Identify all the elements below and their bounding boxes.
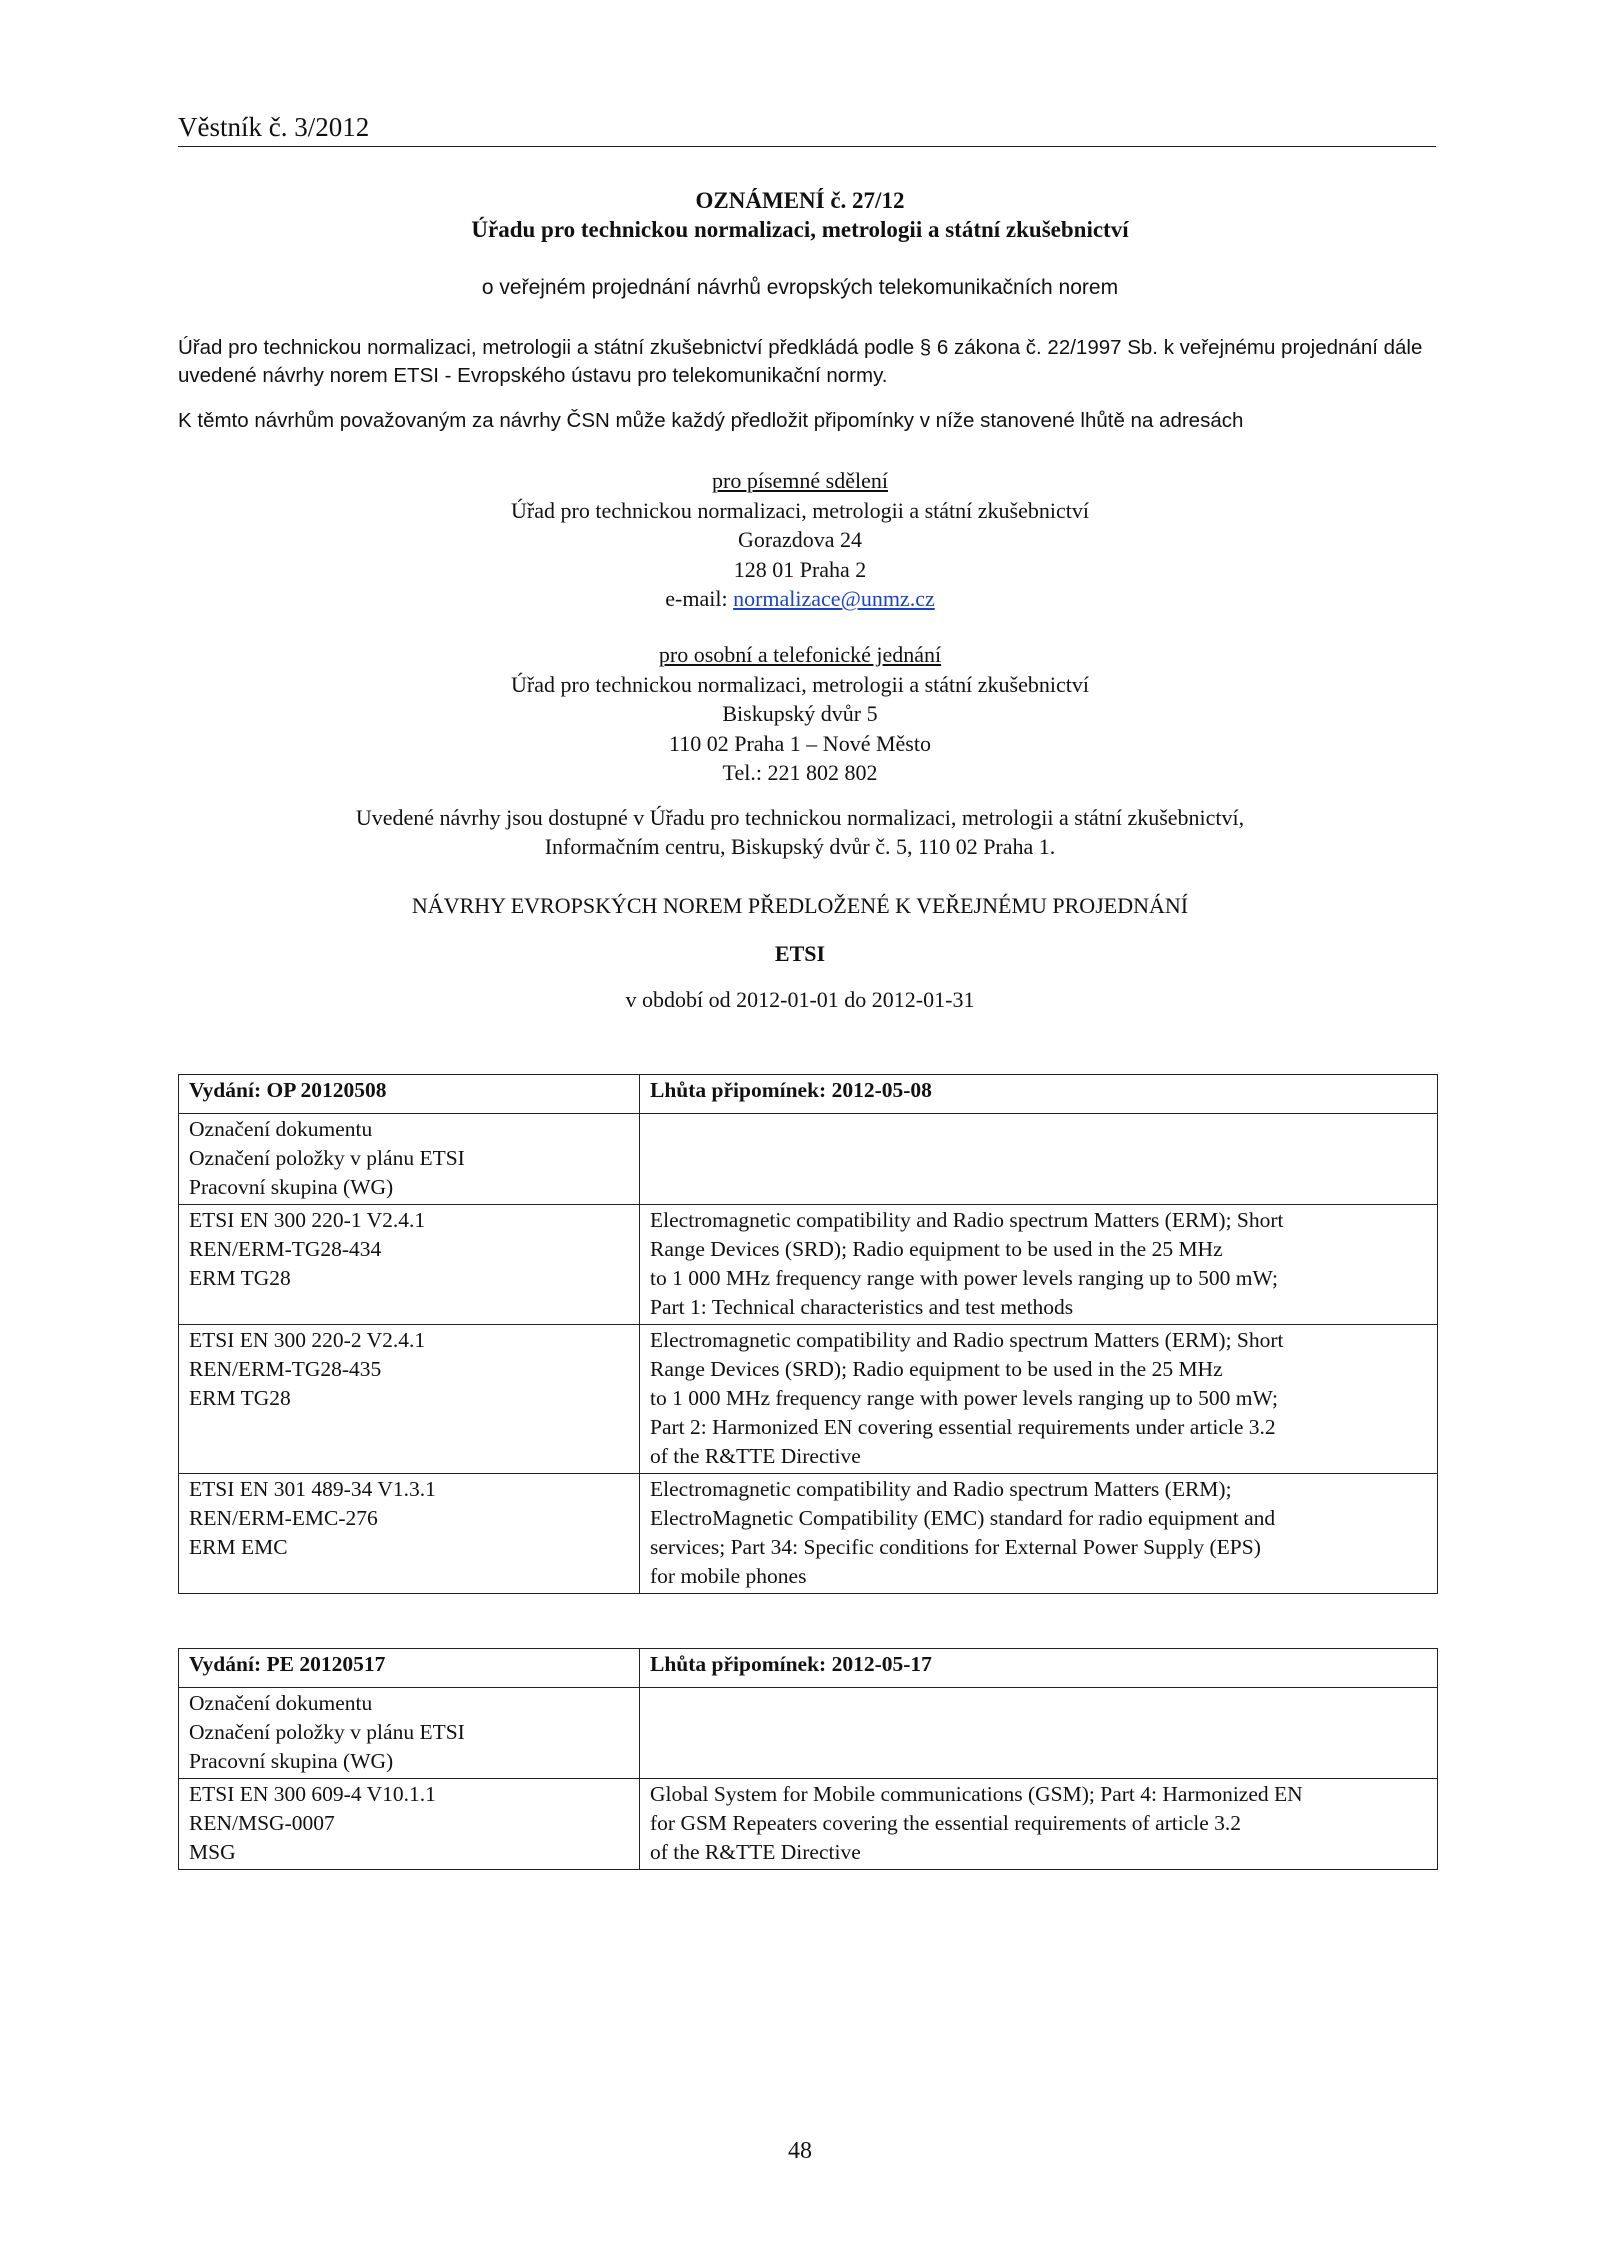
working-group: ERM TG28 xyxy=(189,1386,291,1410)
availability-note xyxy=(0,803,1600,861)
document-id: ETSI EN 300 220-1 V2.4.1 xyxy=(189,1208,426,1232)
title-line: for GSM Repeaters covering the essential requirements of article 3.2 xyxy=(650,1811,1242,1835)
availability-line: Informačním centru, Biskupský dvůr č. 5, 110 02 Praha 1. xyxy=(544,834,1056,859)
issue-cell: Vydání: PE 20120517 xyxy=(179,1649,640,1688)
empty-cell xyxy=(640,1688,1438,1779)
working-group: MSG xyxy=(189,1840,236,1864)
column-label: Označení položky v plánu ETSI xyxy=(189,1146,465,1170)
working-group: ERM TG28 xyxy=(189,1266,291,1290)
title-line: to 1 000 MHz frequency range with power levels ranging up to 500 mW; xyxy=(650,1266,1278,1290)
deadline-cell: Lhůta připomínek: 2012-05-08 xyxy=(640,1075,1438,1114)
title-line: of the R&TTE Directive xyxy=(650,1444,861,1468)
intro-paragraph: Úřad pro technickou normalizaci, metrologii a státní zkušebnictví předkládá podle § 6 zákona č. 22/1997 Sb. k veřejnému projednání dále uvedené návrhy norem ETSI - Evropského ústavu pro telekomunikační normy. xyxy=(178,336,1423,387)
work-item-id: REN/MSG-0007 xyxy=(189,1811,335,1835)
email-link[interactable]: normalizace@unmz.cz xyxy=(733,586,935,611)
title-line: Range Devices (SRD); Radio equipment to be used in the 25 MHz xyxy=(650,1237,1223,1261)
title-line: services; Part 34: Specific conditions for External Power Supply (EPS) xyxy=(650,1535,1261,1559)
column-label: Označení položky v plánu ETSI xyxy=(189,1720,465,1744)
document-id: ETSI EN 300 220-2 V2.4.1 xyxy=(189,1328,426,1352)
section-org: ETSI xyxy=(774,941,826,966)
document-ids-cell xyxy=(179,1779,640,1870)
address-street: Biskupský dvůr 5 xyxy=(722,701,878,726)
address-heading: pro písemné sdělení xyxy=(712,468,888,493)
notice-issuer: Úřadu pro technickou normalizaci, metrologii a státní zkušebnictví xyxy=(471,217,1129,242)
document-title-cell xyxy=(640,1474,1438,1594)
document-ids-cell xyxy=(179,1325,640,1474)
notice-number: OZNÁMENÍ č. 27/12 xyxy=(695,188,905,213)
title-line: for mobile phones xyxy=(650,1564,807,1588)
work-item-id: REN/ERM-TG28-434 xyxy=(189,1237,382,1261)
drafts-table xyxy=(178,1074,1438,1594)
document-ids-cell xyxy=(179,1205,640,1325)
column-label: Označení dokumentu xyxy=(189,1117,373,1141)
deadline-cell: Lhůta připomínek: 2012-05-17 xyxy=(640,1649,1438,1688)
title-line: Global System for Mobile communications (GSM); Part 4: Harmonized EN xyxy=(650,1782,1303,1806)
address-city: 128 01 Praha 2 xyxy=(733,556,867,582)
empty-cell xyxy=(640,1114,1438,1205)
table-header-row xyxy=(179,1649,1438,1688)
document-ids-cell xyxy=(179,1474,640,1594)
address-office: Úřad pro technickou normalizaci, metrologii a státní zkušebnictví xyxy=(511,671,1089,697)
table-row xyxy=(179,1779,1438,1870)
title-line: Electromagnetic compatibility and Radio spectrum Matters (ERM); Short xyxy=(650,1328,1284,1352)
table-header-row xyxy=(179,1075,1438,1114)
column-labels-row xyxy=(179,1688,1438,1779)
work-item-id: REN/ERM-TG28-435 xyxy=(189,1357,382,1381)
title-line: of the R&TTE Directive xyxy=(650,1840,861,1864)
work-item-id: REN/ERM-EMC-276 xyxy=(189,1506,378,1530)
address-city: 110 02 Praha 1 – Nové Město xyxy=(669,730,931,756)
title-line: Electromagnetic compatibility and Radio spectrum Matters (ERM); Short xyxy=(650,1208,1284,1232)
column-labels-cell xyxy=(179,1114,640,1205)
column-label: Pracovní skupina (WG) xyxy=(189,1749,394,1773)
table-row xyxy=(179,1325,1438,1474)
address-personal xyxy=(0,640,1600,788)
title-line: Part 2: Harmonized EN covering essential requirements under article 3.2 xyxy=(650,1415,1276,1439)
document-id: ETSI EN 301 489-34 V1.3.1 xyxy=(189,1477,436,1501)
address-heading: pro osobní a telefonické jednání xyxy=(658,642,942,667)
document-title-cell xyxy=(640,1325,1438,1474)
column-labels-cell xyxy=(179,1688,640,1779)
address-phone: Tel.: 221 802 802 xyxy=(722,760,878,785)
notice-subject: o veřejném projednání návrhů evropských telekomunikačních norem xyxy=(481,276,1119,299)
availability-line: Uvedené návrhy jsou dostupné v Úřadu pro technickou normalizaci, metrologii a státní zkušebnictví, xyxy=(355,805,1245,830)
title-line: Range Devices (SRD); Radio equipment to be used in the 25 MHz xyxy=(650,1357,1223,1381)
address-email-line xyxy=(0,584,1600,614)
document-id: ETSI EN 300 609-4 V10.1.1 xyxy=(189,1782,436,1806)
notice-title xyxy=(0,186,1600,244)
address-street: Gorazdova 24 xyxy=(737,527,862,552)
header-rule xyxy=(178,146,1436,147)
drafts-table xyxy=(178,1648,1438,1870)
title-line: ElectroMagnetic Compatibility (EMC) standard for radio equipment and xyxy=(650,1506,1276,1530)
table-row xyxy=(179,1205,1438,1325)
section-title: NÁVRHY EVROPSKÝCH NOREM PŘEDLOŽENÉ K VEŘEJNÉMU PROJEDNÁNÍ xyxy=(411,893,1189,918)
table-row xyxy=(179,1474,1438,1594)
page-number: 48 xyxy=(788,2138,812,2164)
intro-paragraph: K těmto návrhům považovaným za návrhy ČSN může každý předložit připomínky v níže stanovené lhůtě na adresách xyxy=(178,409,1244,432)
address-written xyxy=(0,466,1600,614)
document-title-cell xyxy=(640,1205,1438,1325)
column-label: Označení dokumentu xyxy=(189,1691,373,1715)
email-label: e-mail: xyxy=(665,586,734,611)
document-title-cell xyxy=(640,1779,1438,1870)
column-label: Pracovní skupina (WG) xyxy=(189,1175,394,1199)
address-office: Úřad pro technickou normalizaci, metrologii a státní zkušebnictví xyxy=(511,497,1089,523)
running-title: Věstník č. 3/2012 xyxy=(178,112,370,142)
intro-text xyxy=(178,334,1438,435)
title-line: to 1 000 MHz frequency range with power levels ranging up to 500 mW; xyxy=(650,1386,1278,1410)
column-labels-row xyxy=(179,1114,1438,1205)
title-line: Electromagnetic compatibility and Radio spectrum Matters (ERM); xyxy=(650,1477,1232,1501)
section-period: v období od 2012-01-01 do 2012-01-31 xyxy=(625,987,975,1012)
issue-cell: Vydání: OP 20120508 xyxy=(179,1075,640,1114)
working-group: ERM EMC xyxy=(189,1535,288,1559)
title-line: Part 1: Technical characteristics and test methods xyxy=(650,1295,1074,1319)
